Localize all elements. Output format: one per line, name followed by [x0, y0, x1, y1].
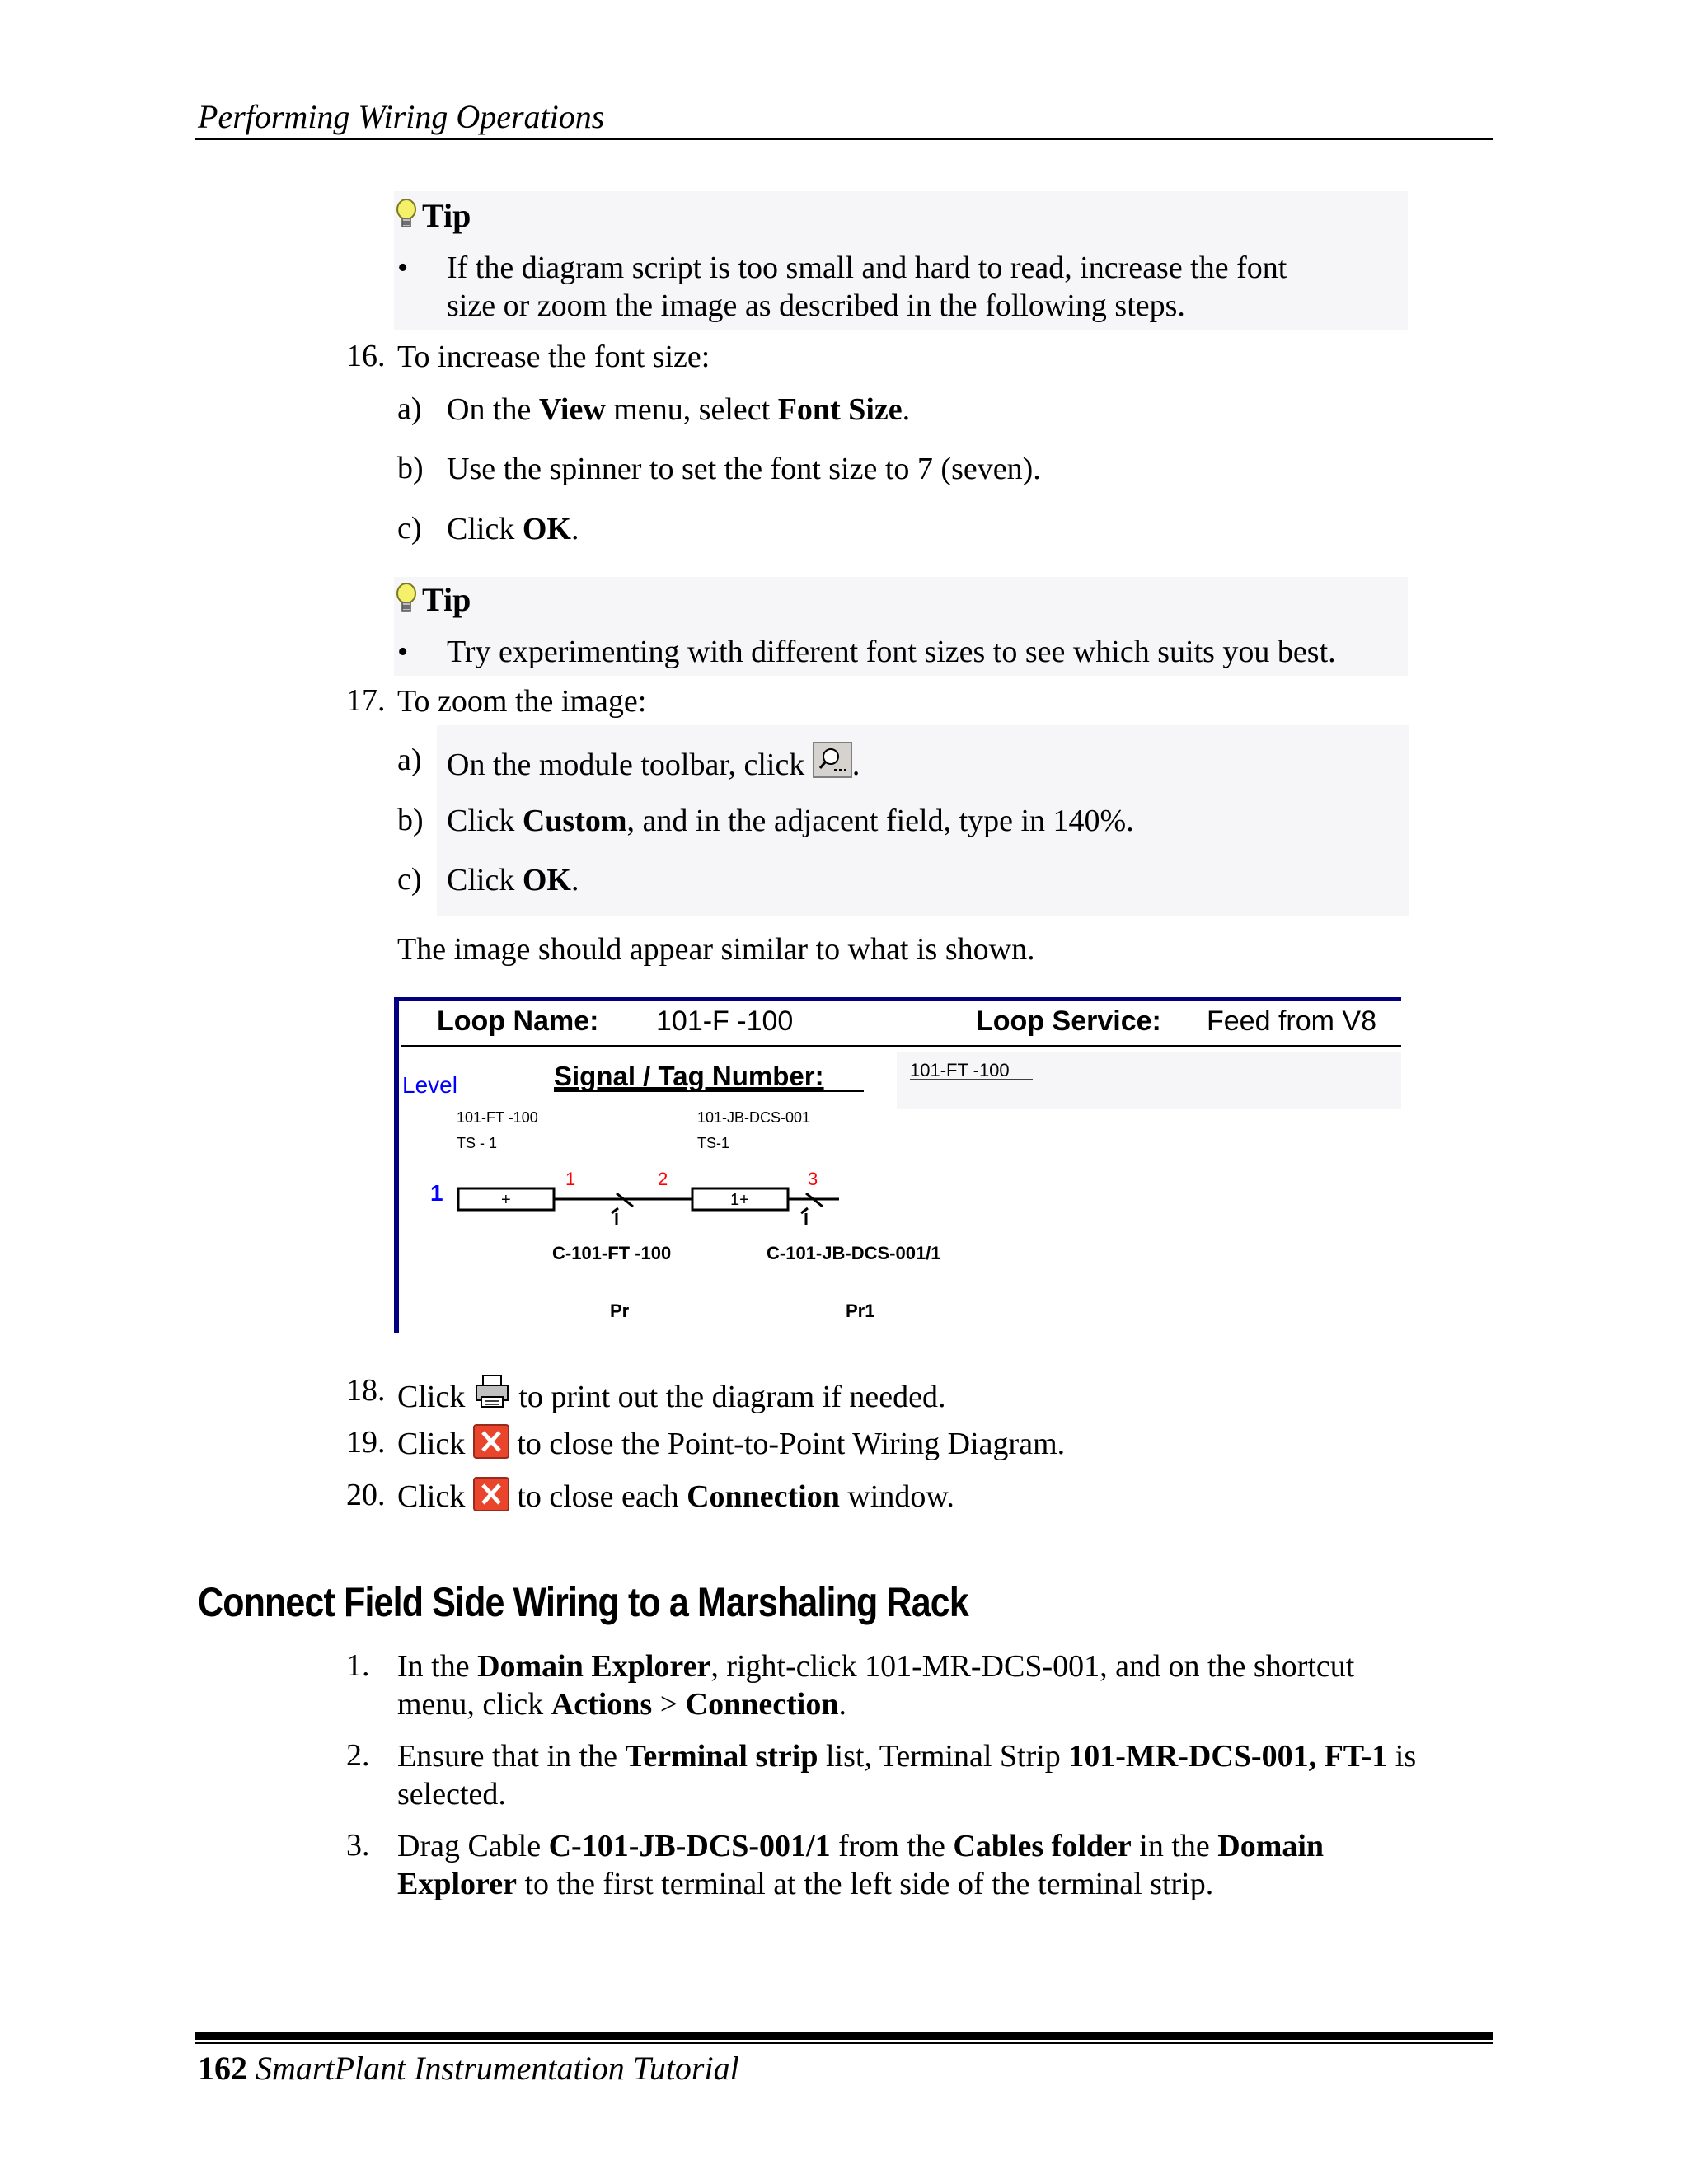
- loop-service-value: Feed from V8: [1207, 1005, 1376, 1037]
- substep-text: Use the spinner to set the font size to 7 (seven).: [447, 452, 1041, 486]
- wiring-diagram-svg: [394, 997, 1401, 1333]
- step-number: 17.: [346, 683, 386, 718]
- step-number: 16.: [346, 339, 386, 373]
- tip-text-2: Try experimenting with different font sizes to see which suits you best.: [447, 635, 1336, 669]
- step-number: 20.: [346, 1478, 386, 1512]
- loop-name-value: 101-F -100: [656, 1005, 794, 1037]
- close-icon[interactable]: [473, 1424, 509, 1459]
- wire-label-2: 2: [658, 1169, 668, 1189]
- running-header: Performing Wiring Operations: [198, 98, 605, 135]
- tip-text-1: If the diagram script is too small and hard to read, increase the font size or zoom the image as described in the following steps.: [447, 251, 1287, 323]
- step-text: To increase the font size:: [397, 340, 710, 374]
- level-label: Level: [402, 1072, 457, 1098]
- wiring-diagram: [394, 997, 1401, 1333]
- tip-label: Tip: [422, 581, 471, 618]
- substep-marker: a): [397, 743, 422, 777]
- step-text: To zoom the image:: [397, 684, 647, 719]
- header-rule: [195, 138, 1493, 140]
- note-text: The image should appear similar to what is shown.: [397, 932, 1035, 967]
- top-border: [399, 997, 1401, 1001]
- lightbulb-icon: [394, 199, 419, 232]
- terminal-2-label: 1+: [730, 1191, 749, 1209]
- header-divider: [401, 1045, 1401, 1047]
- bullet-dot: •: [397, 635, 409, 669]
- book-title: SmartPlant Instrumentation Tutorial: [256, 2050, 739, 2087]
- footer-rule: [195, 2032, 1493, 2040]
- substep-marker: c): [397, 862, 422, 897]
- step-number: 18.: [346, 1373, 386, 1408]
- step-text: Drag Cable C-101-JB-DCS-001/1 from the Cables folder in the Domain Explorer to the first terminal at the left side of the terminal strip.: [397, 1829, 1325, 1901]
- substep-marker: c): [397, 511, 422, 546]
- substep-text: On the View menu, select Font Size.: [447, 392, 911, 427]
- page-number: 162: [198, 2050, 247, 2087]
- footer-rule-thin: [195, 2042, 1493, 2044]
- step-number: 1.: [346, 1648, 370, 1683]
- step-text: Click to close the Point-to-Point Wiring Diagram.: [397, 1424, 1065, 1463]
- substep-marker: b): [397, 803, 424, 837]
- tip-label: Tip: [422, 197, 471, 234]
- zoom-icon[interactable]: [813, 742, 852, 778]
- device2-name: 101-JB-DCS-001: [697, 1109, 811, 1126]
- step-number: 19.: [346, 1425, 386, 1460]
- loop-service-label: Loop Service:: [976, 1005, 1161, 1037]
- step-text: In the Domain Explorer, right-click 101-MR-DCS-001, and on the shortcut menu, click Actions > Connection.: [397, 1649, 1355, 1722]
- substep-marker: b): [397, 451, 424, 485]
- signal-value: 101-FT -100: [910, 1060, 1010, 1080]
- tip-heading-2: [394, 580, 471, 619]
- substep-text: Click OK.: [447, 863, 579, 898]
- tip-heading-1: [394, 196, 471, 235]
- signal-label: Signal / Tag Number:: [554, 1061, 824, 1091]
- terminal-1-label: +: [501, 1191, 511, 1209]
- device1-name: 101-FT -100: [457, 1109, 538, 1126]
- pair-label-2: Pr1: [846, 1301, 875, 1321]
- page-footer: [198, 2049, 739, 2088]
- pair-label-1: Pr: [610, 1301, 630, 1321]
- substep-text: On the module toolbar, click .: [447, 742, 860, 784]
- cable-label-1: C-101-FT -100: [552, 1243, 672, 1263]
- substep-text: Click Custom, and in the adjacent field, type in 140%.: [447, 804, 1134, 838]
- lightbulb-icon: [394, 583, 419, 616]
- printer-icon[interactable]: [473, 1372, 511, 1410]
- loop-name-label: Loop Name:: [437, 1005, 599, 1037]
- bullet-dot: •: [397, 251, 409, 285]
- step-text: Click to close each Connection window.: [397, 1477, 954, 1516]
- row-number: 1: [430, 1180, 443, 1206]
- cable-label-2: C-101-JB-DCS-001/1: [767, 1243, 941, 1263]
- section-heading: Connect Field Side Wiring to a Marshaling Rack: [198, 1579, 968, 1625]
- substep-marker: a): [397, 391, 422, 426]
- wire-label-3: 3: [808, 1169, 818, 1189]
- wire-label-1: 1: [565, 1169, 576, 1189]
- close-icon[interactable]: [473, 1477, 509, 1511]
- step-number: 3.: [346, 1828, 370, 1863]
- step-text: Click to print out the diagram if needed.: [397, 1372, 945, 1416]
- left-border: [394, 997, 399, 1333]
- step-text: Ensure that in the Terminal strip list, Terminal Strip 101-MR-DCS-001, FT-1 is selected.: [397, 1739, 1417, 1811]
- device2-ts: TS-1: [697, 1135, 730, 1151]
- device1-ts: TS - 1: [457, 1135, 498, 1151]
- step-number: 2.: [346, 1738, 370, 1773]
- substep-text: Click OK.: [447, 512, 579, 546]
